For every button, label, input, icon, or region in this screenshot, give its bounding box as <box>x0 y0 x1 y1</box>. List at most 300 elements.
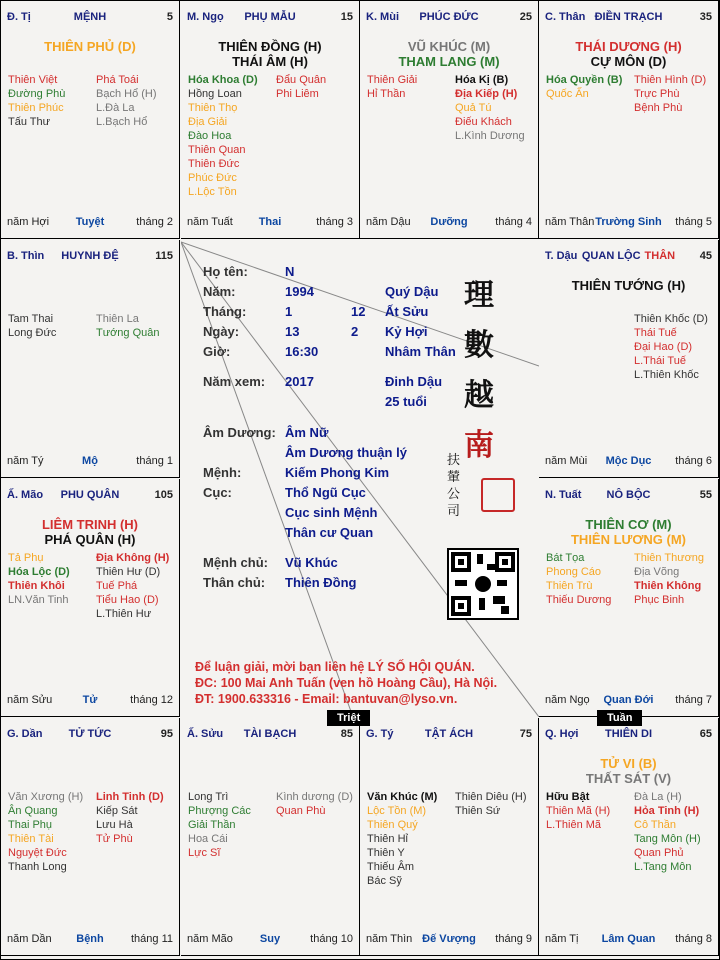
minor-star: Quốc Ấn <box>546 88 589 100</box>
palace-number: 45 <box>699 250 712 262</box>
minor-star: Quả Tú <box>455 102 492 114</box>
life-stage: Mộc Dục <box>605 455 652 467</box>
minor-star: Thiên Quý <box>367 819 418 831</box>
palace-footer <box>545 694 712 708</box>
triet-marker: Triệt <box>327 710 370 726</box>
minor-star: Lưu Hà <box>96 819 133 831</box>
palace-header <box>187 728 353 742</box>
minor-star: Long Đức <box>8 327 57 339</box>
palace-header <box>7 489 173 503</box>
minor-stars-right <box>455 790 527 818</box>
minor-star: Thiếu Dương <box>546 594 612 606</box>
palace-year: năm Thìn <box>366 933 413 945</box>
minor-stars-right <box>634 790 701 874</box>
month-solar: 1 <box>285 304 293 319</box>
palace-month: tháng 7 <box>675 694 712 706</box>
minor-star: Thiên Việt <box>8 74 58 86</box>
palace-month: tháng 3 <box>316 216 353 228</box>
minor-star: Thiên Đức <box>188 158 240 170</box>
minor-star: Đường Phù <box>8 88 66 100</box>
element-label: Cục: <box>203 485 232 500</box>
minor-star: Hóa Khoa (D) <box>188 74 258 86</box>
main-star: THIÊN PHỦ (D) <box>44 39 136 54</box>
palace-number: 55 <box>699 489 712 501</box>
life-stage: Đế Vượng <box>422 933 476 945</box>
palace-title: TỬ TỨC <box>68 728 112 740</box>
palace-month: tháng 5 <box>675 216 712 228</box>
minor-star: Hóa Quyền (B) <box>546 74 623 86</box>
minor-star: Thiên Quan <box>188 144 246 156</box>
main-star: LIÊM TRINH (H) <box>41 517 139 532</box>
palace-can-chi: Q. Hợi <box>545 728 579 740</box>
palace-footer <box>187 216 353 230</box>
palace-name <box>545 489 712 501</box>
minor-stars-right <box>276 73 326 101</box>
life-stage: Tử <box>82 694 98 706</box>
palace-number: 95 <box>160 728 173 740</box>
minor-star: Tiểu Hao (D) <box>96 594 159 606</box>
minor-star: Linh Tinh (D) <box>96 791 164 803</box>
palace-name <box>545 728 712 740</box>
minor-star: Thiên Không <box>634 580 702 592</box>
palace-year: năm Tị <box>545 933 579 945</box>
palace-footer <box>366 933 532 947</box>
main-star: THAM LANG (M) <box>398 54 500 69</box>
palace-year: năm Hợi <box>7 216 50 228</box>
hour-label: Giờ: <box>203 344 231 359</box>
minor-star: Thiên Tài <box>8 833 54 845</box>
palace-month: tháng 1 <box>136 455 173 467</box>
minor-star: L.Thiên Khốc <box>634 369 699 381</box>
body-master-value: Thiên Đồng <box>285 575 357 590</box>
age: 25 tuổi <box>385 394 427 409</box>
palace-mui[interactable] <box>360 1 539 239</box>
palace-footer <box>545 216 712 230</box>
minor-star: LN.Văn Tinh <box>8 594 69 606</box>
palace-dau[interactable] <box>539 240 719 478</box>
minor-star: Thiên Hình (D) <box>634 74 707 86</box>
minor-stars-right <box>455 73 525 143</box>
minor-stars-right <box>96 312 160 340</box>
palace-name <box>7 489 173 501</box>
minor-star: Hỏa Tinh (H) <box>634 805 700 817</box>
view-year-value: 2017 <box>285 374 314 389</box>
main-star: PHÁ QUÂN (H) <box>44 532 136 547</box>
minor-stars-right <box>96 790 164 846</box>
palace-can-chi: N. Tuất <box>545 489 582 501</box>
body-note: Thân cư Quan <box>285 525 374 540</box>
minor-star: Thiên Giải <box>367 74 418 86</box>
minor-star: Địa Không (H) <box>96 552 170 564</box>
minor-star: Kiếp Sát <box>96 805 138 817</box>
palace-can-chi: M. Ngọ <box>187 11 224 23</box>
minor-stars-left <box>188 790 251 860</box>
palace-can-chi: B. Thìn <box>7 250 45 262</box>
minor-star: Thiên Phúc <box>8 102 64 114</box>
minor-star: Địa Võng <box>634 566 680 578</box>
minor-star: Tử Phù <box>96 833 133 845</box>
name-label: Họ tên: <box>203 264 248 279</box>
day-can-chi: Kỷ Hợi <box>385 324 428 339</box>
main-star: TỬ VI (B) <box>600 756 657 771</box>
minor-star: Cô Thần <box>634 819 676 831</box>
palace-name <box>7 728 173 740</box>
palace-name <box>7 250 173 262</box>
minor-star: Thiên Thọ <box>188 102 238 114</box>
life-stage: Bệnh <box>76 933 104 945</box>
palace-header <box>7 250 173 264</box>
palace-than[interactable] <box>539 1 719 239</box>
minor-star: Lộc Tồn (M) <box>367 805 427 817</box>
palace-title: MỆNH <box>73 11 107 23</box>
year-can-chi: Quý Dậu <box>385 284 439 299</box>
palace-suu[interactable] <box>181 718 360 956</box>
seal-vertical-text: 扶 輦 公 司 <box>447 453 461 519</box>
minor-star: Điếu Khách <box>455 116 512 128</box>
minor-star: Quan Phù <box>276 805 326 817</box>
main-star: THẤT SÁT (V) <box>585 771 672 786</box>
minor-stars-right <box>634 312 708 382</box>
minor-stars-right <box>96 73 157 129</box>
minor-star: Tuế Phá <box>96 580 138 592</box>
calligraphy-char-2: 數 <box>464 328 494 363</box>
minor-star: Thiên Thương <box>634 552 705 564</box>
palace-year: năm Mùi <box>545 455 588 467</box>
palace-can-chi: Ấ. Mão <box>7 489 44 501</box>
palace-footer <box>7 933 173 947</box>
palace-number: 35 <box>699 11 712 23</box>
palace-ti[interactable] <box>1 1 180 239</box>
minor-star: Thanh Long <box>8 861 67 873</box>
life-stage: Mộ <box>82 455 98 467</box>
palace-name <box>7 11 173 23</box>
palace-title: TÀI BẠCH <box>243 728 297 740</box>
palace-header <box>7 11 173 25</box>
minor-star: Tướng Quân <box>96 327 160 339</box>
palace-title: PHỤ MẪU <box>244 11 296 23</box>
palace-number: 5 <box>166 11 173 23</box>
calligraphy-char-3: 越 <box>464 378 494 413</box>
palace-number: 115 <box>155 250 173 262</box>
palace-title: QUAN LỘC <box>581 250 641 262</box>
palace-footer <box>545 455 712 469</box>
palace-header <box>7 728 173 742</box>
palace-title: HUYNH ĐỆ <box>61 250 119 262</box>
palace-header <box>366 11 532 25</box>
minor-star: Tả Phụ <box>8 552 44 564</box>
calligraphy-char-1: 理 <box>464 278 494 313</box>
minor-stars-right <box>634 73 706 115</box>
palace-can-chi: Ấ. Sửu <box>187 728 224 740</box>
palace-name <box>545 250 712 262</box>
palace-name <box>366 728 532 740</box>
minor-star: Thiên Trù <box>546 580 593 592</box>
palace-can-chi: G. Dần <box>7 728 43 740</box>
palace-year: năm Mão <box>187 933 233 945</box>
minor-stars-left <box>8 73 65 129</box>
palace-footer <box>7 216 173 230</box>
qr-code[interactable] <box>447 548 519 620</box>
destiny-master-label: Mệnh chủ: <box>203 555 268 570</box>
minor-star: L.Thiên Hư <box>96 608 152 620</box>
minor-stars-left <box>546 551 611 607</box>
palace-number: 65 <box>699 728 712 740</box>
palace-name <box>187 11 353 23</box>
minor-star: Bạch Hổ (H) <box>96 88 157 100</box>
palace-year: năm Dần <box>7 933 52 945</box>
main-star: THIÊN CƠ (M) <box>585 517 672 532</box>
palace-year: năm Tý <box>7 455 44 467</box>
view-year-can-chi: Đinh Dậu <box>385 374 443 389</box>
minor-star: Thiếu Âm <box>367 861 415 873</box>
palace-ty[interactable] <box>360 718 539 956</box>
minor-star: Thiên Khốc (D) <box>634 313 708 325</box>
minor-star: Hóa Lộc (D) <box>8 566 70 578</box>
minor-star: L.Kình Dương <box>455 130 525 142</box>
life-stage: Tuyệt <box>75 216 105 228</box>
minor-star: Lực Sĩ <box>188 847 221 859</box>
minor-star: Bệnh Phù <box>634 102 683 114</box>
hour-can-chi: Nhâm Thân <box>385 344 456 359</box>
hour-value: 16:30 <box>285 344 319 359</box>
palace-year: năm Tuất <box>187 216 233 228</box>
palace-month: tháng 10 <box>310 933 353 945</box>
palace-title: THIÊN DI <box>604 728 653 740</box>
palace-can-chi: C. Thân <box>545 11 586 23</box>
main-star: THÁI DƯƠNG (H) <box>575 39 682 54</box>
palace-title: ĐIỀN TRẠCH <box>594 11 663 23</box>
palace-hoi[interactable] <box>539 718 719 956</box>
main-star: THIÊN LƯƠNG (M) <box>570 532 687 547</box>
palace-can-chi: Đ. Tị <box>7 11 31 23</box>
palace-month: tháng 9 <box>495 933 532 945</box>
contact-phone-email[interactable]: ĐT: 1900.633316 - Email: bantuvan@lyso.vn. <box>195 692 458 706</box>
day-label: Ngày: <box>203 324 240 339</box>
main-stars <box>1 39 179 54</box>
minor-star: Thiên La <box>96 313 139 325</box>
month-lunar: 12 <box>351 304 366 319</box>
palace-footer <box>7 455 173 469</box>
life-stage: Thai <box>258 216 282 228</box>
minor-star: Phá Toái <box>96 74 139 86</box>
life-stage: Trường Sinh <box>595 216 662 228</box>
minor-star: Thai Phụ <box>8 819 53 831</box>
main-stars <box>539 39 718 69</box>
element-value: Thổ Ngũ Cục <box>285 485 366 500</box>
minor-star: Thiên Sứ <box>455 805 501 817</box>
year-label: Năm: <box>203 284 236 299</box>
palace-title: NÔ BỘC <box>606 489 651 501</box>
minor-star: Hoa Cái <box>188 833 228 845</box>
palace-header <box>187 11 353 25</box>
minor-stars-left <box>8 790 83 874</box>
main-star: THIÊN TƯỚNG (H) <box>571 278 686 293</box>
minor-star: Quan Phủ <box>634 847 684 859</box>
minor-star: Đào Hoa <box>188 130 232 142</box>
minor-star: L.Lộc Tồn <box>188 186 237 198</box>
palace-can-chi: G. Tý <box>366 728 394 740</box>
palace-footer <box>366 216 532 230</box>
palace-month: tháng 12 <box>130 694 173 706</box>
main-stars <box>539 278 718 293</box>
yin-yang-label: Âm Dương: <box>203 425 276 440</box>
year-value: 1994 <box>285 284 314 299</box>
palace-header <box>545 489 712 503</box>
minor-star: Địa Giải <box>188 116 228 128</box>
minor-star: Văn Xương (H) <box>8 791 84 803</box>
minor-star: Đà La (H) <box>634 791 682 803</box>
palace-title: PHÚC ĐỨC <box>419 11 479 23</box>
minor-star: Phượng Các <box>188 805 251 817</box>
palace-header <box>545 11 712 25</box>
center-info-panel <box>181 240 539 717</box>
minor-star: Thiên Mã (H) <box>546 805 611 817</box>
minor-star: L.Thái Tuế <box>634 355 686 367</box>
minor-stars-right <box>276 790 353 818</box>
minor-stars-left <box>8 312 56 340</box>
palace-number: 75 <box>519 728 532 740</box>
palace-header <box>545 250 712 264</box>
minor-stars-left <box>546 73 622 101</box>
minor-star: Hóa Kị (B) <box>455 74 509 86</box>
palace-can-chi: K. Mùi <box>366 11 399 23</box>
palace-number: 105 <box>154 489 173 501</box>
minor-star: Đẩu Quân <box>276 74 327 86</box>
minor-star: Tang Môn (H) <box>634 833 701 845</box>
palace-title: TẬT ÁCH <box>424 728 474 740</box>
palace-name <box>187 728 353 740</box>
palace-ngo[interactable] <box>181 1 360 239</box>
destiny-label: Mệnh: <box>203 465 242 480</box>
palace-number: 15 <box>340 11 353 23</box>
month-label: Tháng: <box>203 304 247 319</box>
main-star: THÁI ÂM (H) <box>232 54 308 69</box>
palace-month: tháng 6 <box>675 455 712 467</box>
contact-address: ĐC: 100 Mai Anh Tuấn (ven hồ Hoàng Cầu), Hà Nội. <box>195 676 498 690</box>
minor-star: L.Thiên Mã <box>546 819 602 831</box>
palace-name <box>545 11 712 23</box>
minor-star: Hồng Loan <box>188 88 242 100</box>
month-can-chi: Ất Sửu <box>385 304 429 319</box>
minor-star: L.Tang Môn <box>634 861 692 873</box>
palace-mao[interactable] <box>1 479 180 717</box>
palace-month: tháng 4 <box>495 216 532 228</box>
palace-month: tháng 11 <box>130 933 173 945</box>
minor-stars-left <box>188 73 258 199</box>
minor-star: Thiên Y <box>367 847 405 859</box>
minor-star: Thái Tuế <box>634 327 677 339</box>
minor-star: Bác Sỹ <box>367 875 402 887</box>
minor-star: Hỉ Thần <box>367 88 406 100</box>
palace-tuat[interactable] <box>539 479 719 717</box>
palace-month: tháng 2 <box>136 216 173 228</box>
minor-stars-right <box>96 551 169 621</box>
minor-star: Phúc Đức <box>188 172 237 184</box>
destiny-master-value: Vũ Khúc <box>285 555 338 570</box>
name-value: N <box>285 264 295 279</box>
red-seal-stamp <box>481 478 515 512</box>
main-star: THIÊN ĐỒNG (H) <box>218 39 322 54</box>
palace-header <box>366 728 532 742</box>
minor-star: L.Đà La <box>96 102 135 114</box>
palace-name <box>366 11 532 23</box>
main-stars <box>181 39 359 69</box>
minor-star: Thiên Hư (D) <box>96 566 161 578</box>
main-stars <box>539 517 718 547</box>
minor-star: Ân Quang <box>8 805 58 817</box>
minor-stars-right <box>634 551 704 607</box>
day-lunar: 2 <box>351 324 359 339</box>
palace-footer <box>7 694 173 708</box>
minor-star: Giải Thần <box>188 819 236 831</box>
minor-star: Nguyệt Đức <box>8 847 67 859</box>
palace-year: năm Thân <box>545 216 595 228</box>
minor-star: Thiên Diêu (H) <box>455 791 527 803</box>
minor-stars-left <box>546 790 610 832</box>
destiny-value: Kiếm Phong Kim <box>285 465 390 480</box>
day-solar: 13 <box>285 324 300 339</box>
minor-stars-left <box>367 790 437 888</box>
minor-star: Hữu Bật <box>546 791 590 803</box>
palace-year: năm Ngọ <box>545 694 590 706</box>
body-master-label: Thân chủ: <box>203 575 266 590</box>
minor-star: Bát Tọa <box>546 552 585 564</box>
palace-header <box>545 728 712 742</box>
minor-stars-left <box>367 73 417 101</box>
calligraphy-char-4: 南 <box>464 428 494 463</box>
yin-yang-value: Âm Nữ <box>285 425 329 440</box>
palace-number: 25 <box>519 11 532 23</box>
element-note: Cục sinh Mệnh <box>285 505 378 520</box>
palace-dan[interactable] <box>1 718 180 956</box>
minor-star: Phi Liêm <box>276 88 319 100</box>
main-stars <box>539 756 718 786</box>
life-stage: Lâm Quan <box>601 933 656 945</box>
minor-star: Văn Khúc (M) <box>367 791 438 803</box>
minor-star: Kình dương (D) <box>276 791 353 803</box>
life-stage: Dưỡng <box>430 216 468 228</box>
palace-title: PHU QUÂN <box>60 489 120 501</box>
minor-star: L.Bạch Hổ <box>96 116 148 128</box>
minor-star: Tam Thai <box>8 313 54 325</box>
minor-stars-left <box>8 551 70 607</box>
palace-month: tháng 8 <box>675 933 712 945</box>
palace-year: năm Dậu <box>366 216 411 228</box>
palace-thin[interactable] <box>1 240 180 478</box>
minor-star: Long Trì <box>188 791 229 803</box>
main-stars <box>360 39 538 69</box>
palace-footer <box>545 933 712 947</box>
minor-star: Tấu Thư <box>8 116 51 128</box>
minor-star: Trực Phù <box>634 88 680 100</box>
palace-year: năm Sửu <box>7 694 53 706</box>
minor-star: Phong Cáo <box>546 566 602 578</box>
minor-star: Thiên Hỉ <box>367 833 408 845</box>
main-star: CỰ MÔN (D) <box>590 54 667 69</box>
body-palace-marker: THÂN <box>644 250 676 262</box>
view-year-label: Năm xem: <box>203 374 266 389</box>
palace-can-chi: T. Dậu <box>545 250 578 262</box>
tuan-marker: Tuần <box>597 710 642 726</box>
minor-star: Phục Binh <box>634 594 685 606</box>
yin-yang-note: Âm Dương thuận lý <box>285 445 407 460</box>
minor-star: Đại Hao (D) <box>634 341 693 353</box>
main-star: VŨ KHÚC (M) <box>407 39 491 54</box>
life-stage: Quan Đới <box>603 694 654 706</box>
life-stage: Suy <box>259 933 281 945</box>
contact-line-1: Để luận giải, mời bạn liên hệ LÝ SỐ HỘI QUÁN. <box>195 660 475 674</box>
minor-star: Địa Kiếp (H) <box>455 88 518 100</box>
